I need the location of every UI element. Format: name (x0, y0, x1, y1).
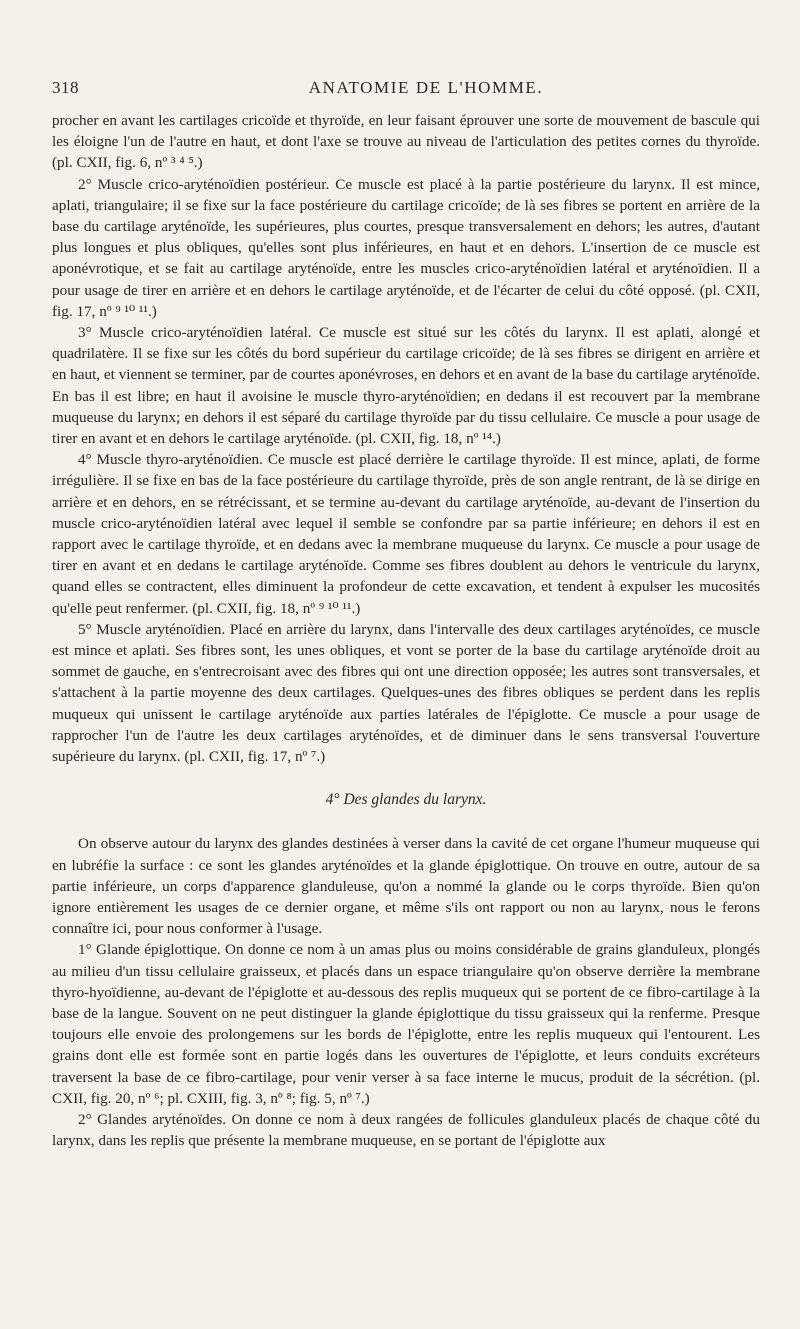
page-body (52, 110, 760, 1151)
page-number: 318 (52, 78, 79, 97)
paragraph-glandes-intro: On observe autour du larynx des glandes destinées à verser dans la cavité de cet organe l'humeur muqueuse qui en lubréfie la surface : ce sont les glandes aryténoïdes et la glande épiglottique. On trouve en outre, autour de sa partie inférieure, un corps d'apparence glanduleuse, qu'on a nommé la glande ou le corps thyroïde. Bien qu'on ignore entièrement les usages de ce dernier organe, et même s'ils ont rapport ou non au larynx, nous le ferons connaître ici, pour nous conformer à l'usage. (52, 835, 760, 938)
paragraph-continuation: procher en avant les cartilages cricoïde et thyroïde, en leur faisant éprouver une sorte de mouvement de bascule qui les éloigne l'un de l'autre en haut, et dont l'axe se trouve au niveau de l'articulation des petites cornes du thyroïde. (pl. CXII, fig. 6, nº ³ ⁴ ⁵.) (52, 112, 760, 172)
paragraph-muscle-crico-arytenoidien-posterieur: 2° Muscle crico-aryténoïdien postérieur. Ce muscle est placé à la partie postérieure du larynx. Il est mince, aplati, triangulaire; il se fixe sur la face postérieure du cartilage cricoïde; de là ses fibres se portent en arrière de la base du cartilage aryténoïde, les supérieures, plus courtes, presque transversalement en dehors; les autres, d'autant plus longues et plus obliques, qu'elles sont plus inférieures, en haut et en dehors. L'insertion de ce muscle est aponévrotique, et se fait au cartilage aryténoïde, entre les muscles crico-aryténoïdien latéral et aryténoïdien. Il a pour usage de tirer en arrière et en dehors le cartilage aryténoïde, et de l'écarter de celui du côté opposé. (pl. CXII, fig. 17, nº ⁹ ¹⁰ ¹¹.) (52, 175, 760, 320)
running-head: ANATOMIE DE L'HOMME. (308, 78, 544, 97)
page-header (52, 78, 760, 104)
paragraph-glandes-arytenoides: 2° Glandes aryténoïdes. On donne ce nom à deux rangées de follicules glanduleux placés de chaque côté du larynx, dans les replis que présente la membrane muqueuse, en se portant de l'épiglotte aux (52, 1110, 760, 1150)
paragraph-muscle-arytenoidien: 5° Muscle aryténoïdien. Placé en arrière du larynx, dans l'intervalle des deux cartilages aryténoïdes, ce muscle est mince et aplati. Ses fibres sont, les unes obliques, et vont se porter de la base du cartilage aryténoïde droit au sommet de gauche, en s'entrecroisant avec des fibres qui ont une direction opposée; les autres sont transversales, et s'attachent à la partie moyenne des deux cartilages. Quelques-unes des fibres obliques se perdent dans les replis muqueux qui unissent le cartilage aryténoïde aux parties latérales de l'épiglotte. Ce muscle a pour usage de rapprocher l'un de l'autre les deux cartilages aryténoïdes, et de diminuer dans le sens transversal l'ouverture supérieure du larynx. (pl. CXII, fig. 17, nº ⁷.) (52, 620, 760, 766)
paragraph-glande-epiglottique: 1° Glande épiglottique. On donne ce nom à un amas plus ou moins considérable de grains glanduleux, plongés au milieu d'un tissu cellulaire graisseux, et placés dans un espace triangulaire qu'on observe derrière la membrane thyro-hyoïdienne, au-devant de l'épiglotte et au-dessous des replis muqueux qui se portent de ce fibro-cartilage à la base de la langue. Souvent on ne peut distinguer la glande épiglottique du tissu graisseux qui la renferme. Presque toujours elle envoie des prolongemens sur les bords de l'épiglotte, entre les replis muqueux qui l'entourent. Les grains dont elle est formée sont en partie logés dans les ouvertures de l'épiglotte, et leurs conduits excréteurs traversent la base de ce fibro-cartilage, pour venir verser à sa face interne le mucus, produit de la sécrétion. (pl. CXII, fig. 20, nº ⁶; pl. CXIII, fig. 3, nº ⁸; fig. 5, nº ⁷.) (52, 941, 760, 1107)
paragraph-muscle-crico-arytenoidien-lateral: 3° Muscle crico-aryténoïdien latéral. Ce muscle est situé sur les côtés du larynx. Il est aplati, alongé et quadrilatère. Il se fixe sur les côtés du bord supérieur du cartilage cricoïde; de là ses fibres se dirigent en arrière et en haut, et viennent se terminer, par de courtes aponévroses, en dehors et en avant de la base du cartilage aryténoïde. En bas il est libre; en haut il avoisine le muscle thyro-aryténoïdien; en dedans il est recouvert par la membrane muqueuse du larynx; en dehors il est séparé du cartilage thyroïde par du tissu cellulaire. Ce muscle a pour usage de tirer en avant et en dehors le cartilage aryténoïde. (pl. CXII, fig. 18, nº ¹⁴.) (52, 324, 760, 448)
paragraph-muscle-thyro-arytenoidien: 4° Muscle thyro-aryténoïdien. Ce muscle est placé derrière le cartilage thyroïde. Il est mince, aplati, de forme irrégulière. Il se fixe en bas de la face postérieure du cartilage thyroïde, près de son angle rentrant, de là se dirige en arrière et en dehors, en se rétrécissant, et se termine au-devant du cartilage aryténoïde, au-devant de l'insertion du muscle crico-aryténoïdien latéral avec lequel il semble se confondre par sa partie inférieure; en dehors il est en rapport avec le cartilage thyroïde, et en dedans avec la membrane muqueuse du larynx. Ce muscle a pour usage de tirer en avant et en dedans le cartilage aryténoïde. Comme ses fibres doublent au dehors le ventricule du larynx, quand elles se contractent, elles diminuent la profondeur de cette excavation, et tendent à expulser les mucosités qu'elle peut renfermer. (pl. CXII, fig. 18, nº ⁹ ¹⁰ ¹¹.) (52, 451, 760, 617)
section-title: 4° Des glandes du larynx. (325, 791, 487, 809)
